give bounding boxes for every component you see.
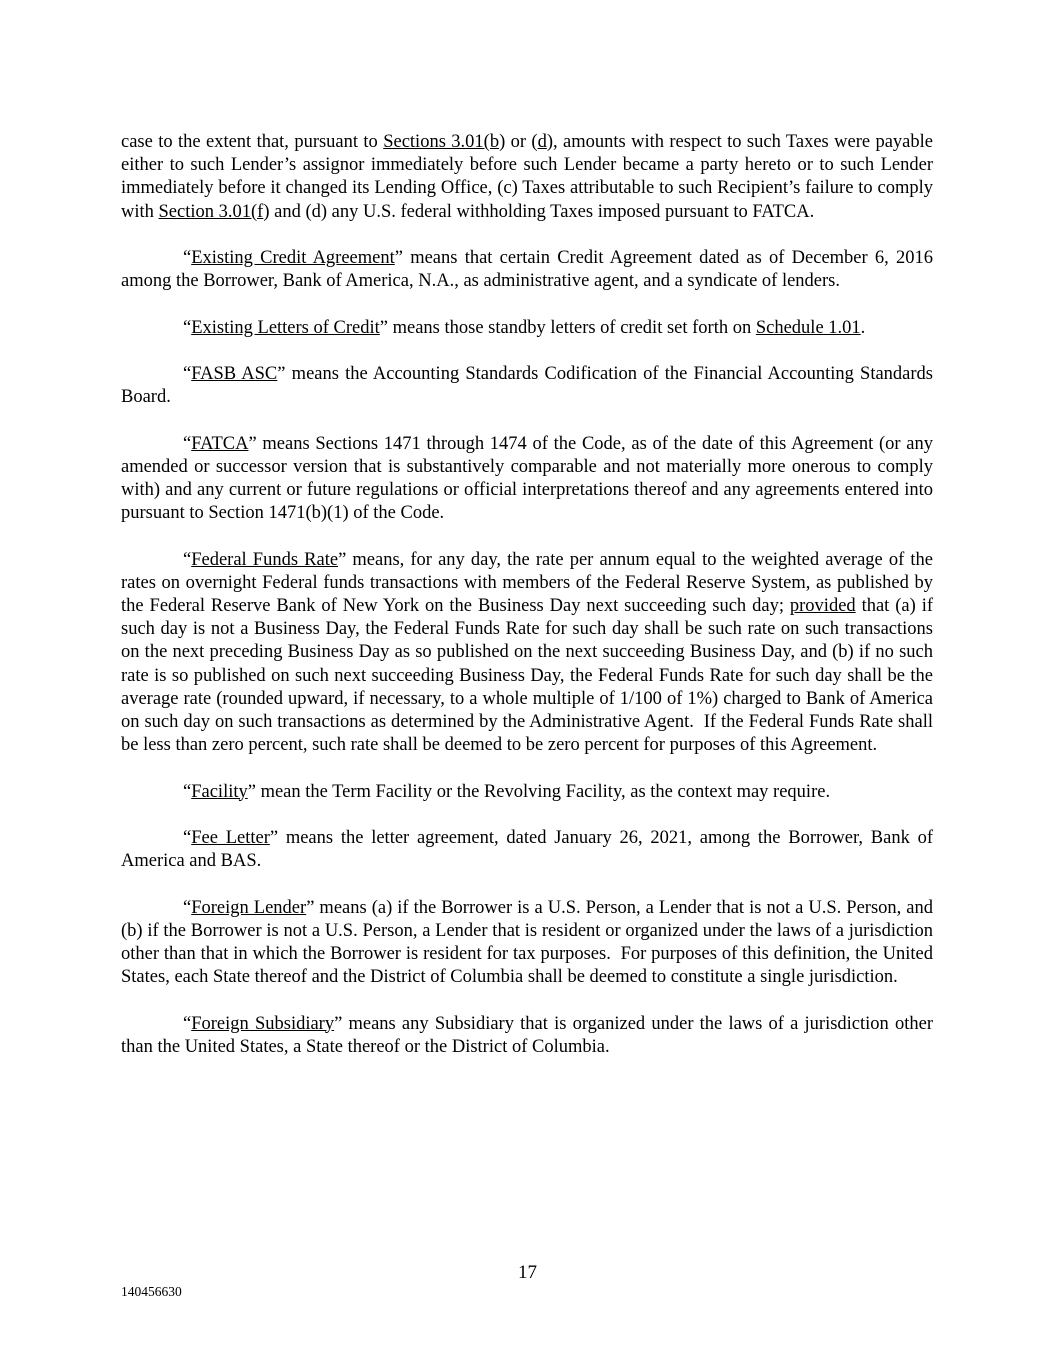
- paragraph: [121, 781, 933, 804]
- defined-term: Existing Credit Agreement: [191, 248, 395, 268]
- text-run: ” means that certain Credit Agreement dated as of December 6, 2016 among the Borrower, Bank of America, N.A., as administrative agent, and a syndicate of lenders.: [121, 248, 933, 292]
- paragraph: [121, 131, 933, 224]
- paragraph: [121, 827, 933, 873]
- defined-term: Fee Letter: [191, 827, 270, 848]
- text-run: “: [183, 1013, 192, 1034]
- document-id: 140456630: [121, 1284, 182, 1299]
- page-number: 17: [518, 1262, 537, 1283]
- defined-term: provided: [789, 595, 856, 616]
- text-run: “: [183, 363, 192, 384]
- defined-term: FATCA: [191, 433, 249, 454]
- text-run: that (a) if such day is not a Business Day, the Federal Funds Rate for such day shall be such rate on such transactions on the next preceding Business Day as so published on the next succeeding Business Day, and (b) if no such rate is so published on such next succeeding Business Day, the Federal Funds Rate for such day shall be the average rate (rounded upward, if necessary, to a whole multiple of 1/100 of 1%) charged to Bank of America on such day on such transactions as determined by the Administrative Agent. If the Federal Funds Rate shall be less than zero percent, such rate shall be deemed to be zero percent for purposes of this Agreement.: [121, 595, 933, 756]
- text-run: case to the extent that, pursuant to: [121, 132, 384, 152]
- text-run: “: [183, 549, 192, 570]
- text-run: ” means Sections 1471 through 1474 of the Code, as of the date of this Agreement (or any amended or successor version that is substantively comparable and not materially more onerous to comply with) and any current or future regulations or official interpretations thereof and any agreements entered into pursuant to Section 1471(b)(1) of the Code.: [121, 433, 933, 524]
- text-run: “: [183, 781, 192, 802]
- defined-term: Federal Funds Rate: [191, 549, 339, 570]
- paragraph: [121, 317, 933, 340]
- text-run: “: [183, 827, 192, 848]
- text-run: ) or (: [499, 132, 538, 152]
- text-run: ” means those standby letters of credit set forth on: [379, 317, 756, 338]
- defined-term: Foreign Subsidiary: [191, 1013, 335, 1034]
- text-run: “: [183, 433, 192, 454]
- defined-term: Existing Letters of Credit: [191, 317, 380, 338]
- paragraph: [121, 1013, 933, 1059]
- paragraph: [121, 363, 933, 409]
- text-run: ” mean the Term Facility or the Revolving Facility, as the context may require.: [247, 781, 831, 802]
- text-run: ” means (a) if the Borrower is a U.S. Person, a Lender that is not a U.S. Person, and (b) if the Borrower is not a U.S. Person, a Lender that is resident or organized under the laws of a jurisdiction other than that in which the Borrower is resident for tax purposes. For purposes of this definition, the United States, each State thereof and the District of Columbia shall be deemed to constitute a single jurisdiction.: [121, 897, 934, 988]
- defined-term: Section 3.01(f: [158, 201, 264, 222]
- document-body: [121, 131, 933, 1082]
- text-run: ” means any Subsidiary that is organized under the laws of a jurisdiction other than the United States, a State thereof or the District of Columbia.: [121, 1013, 933, 1057]
- paragraph: [121, 247, 933, 293]
- defined-term: d: [537, 132, 547, 152]
- text-run: “: [183, 897, 192, 918]
- defined-term: FASB ASC: [191, 363, 278, 384]
- defined-term: Schedule 1.01: [755, 317, 861, 338]
- text-run: ” means the letter agreement, dated January 26, 2021, among the Borrower, Bank of America and BAS.: [121, 827, 933, 872]
- text-run: .: [860, 317, 866, 338]
- text-run: ” means, for any day, the rate per annum equal to the weighted average of the rates on overnight Federal funds transactions with members of the Federal Reserve System, as published by the Federal Reserve Bank of New York on the Business Day next succeeding such day;: [121, 549, 933, 616]
- text-run: “: [183, 248, 192, 268]
- paragraph: [121, 897, 933, 990]
- text-run: ” means the Accounting Standards Codification of the Financial Accounting Standards Board.: [121, 363, 934, 408]
- text-run: ) and (d) any U.S. federal withholding Taxes imposed pursuant to FATCA.: [263, 201, 815, 222]
- paragraph: [121, 433, 933, 526]
- defined-term: Foreign Lender: [191, 897, 307, 918]
- text-run: “: [183, 317, 192, 338]
- defined-term: Facility: [191, 781, 248, 802]
- defined-term: Sections 3.01(b: [383, 132, 500, 152]
- text-run: ), amounts with respect to such Taxes were payable either to such Lender’s assignor immediately before such Lender became a party hereto or to such Lender immediately before it changed its Lending Office, (c) Taxes attributable to such Recipient’s failure to comply with: [121, 132, 933, 222]
- paragraph: [121, 549, 933, 758]
